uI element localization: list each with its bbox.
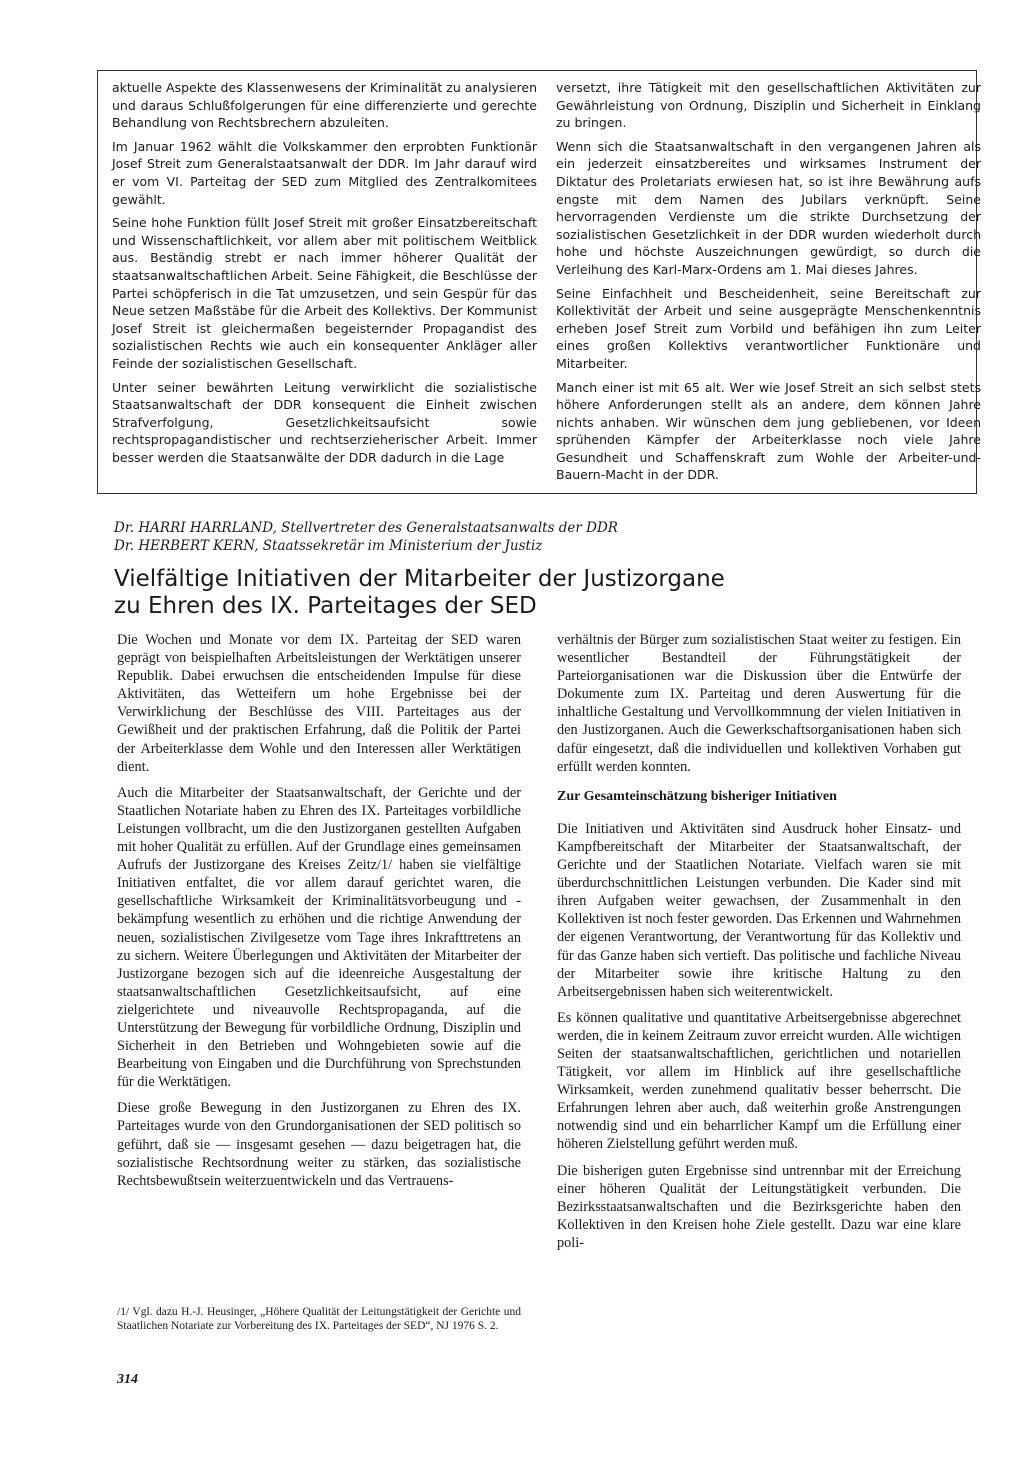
- paragraph: Die Wochen und Monate vor dem IX. Parteitag der SED waren geprägt von beispielhaften Arbeitsleistungen der Werktätigen unserer Republik. Dabei erwuchsen die entscheidenden Impulse für diese Aktivitäten, das Wetteifern um hohe Ergebnisse bei der Verwirklichung der Beschlüsse des VIII. Parteitages aus der Gewißheit und der praktischen Erfahrung, daß die Politik der Partei der Arbeiterklasse dem Wohle und den Interessen aller Werktätigen dient.: [117, 632, 521, 775]
- section-subheading: Zur Gesamteinschätzung bisheriger Initiativen: [557, 788, 837, 804]
- author-line: Dr. HERBERT KERN, Staatssekretär im Ministerium der Justiz: [114, 538, 543, 554]
- page-number: 314: [117, 1372, 138, 1387]
- box-column-right: [556, 79, 981, 490]
- paragraph: aktuelle Aspekte des Klassenwesens der Kriminalität zu analysieren und daraus Schlußfolgerungen für eine differenzierte und gerechte Behandlung von Rechtsbrechern abzuleiten.: [112, 80, 537, 131]
- paragraph: Seine hohe Funktion füllt Josef Streit mit großer Einsatzbereitschaft und Wissenschaftlichkeit, vor allem aber mit politischem Weitblick aus. Beständig strebt er nach immer höherer Qualität der staatsanwaltschaftlichen Arbeit. Seine Fähigkeit, die Beschlüsse der Partei schöpferisch in die Tat umzusetzen, und sein Gespür für das Neue setzen Maßstäbe für die Arbeit des Kollektivs. Der Kommunist Josef Streit ist gleichermaßen begeisternder Propagandist des sozialistischen Rechts wie auch ein konsequenter Ankläger aller Feinde der sozialistischen Gesellschaft.: [112, 215, 538, 371]
- paragraph: verhältnis der Bürger zum sozialistischen Staat weiter zu festigen. Ein wesentlicher Bestandteil der Führungstätigkeit der Parteiorganisationen war die Diskussion über die Entwürfe der Dokumente zum IX. Parteitag und deren Auswertung für die inhaltliche Gestaltung und Vervollkommnung der vielen Initiativen in den Justizorganen. Auch die Gewerkschaftsorganisationen haben sich dafür eingesetzt, daß die individuellen und kollektiven Vorhaben gut erfüllt werden konnten.: [557, 632, 961, 775]
- paragraph: Seine Einfachheit und Bescheidenheit, seine Bereitschaft zur Kollektivität der Arbeit und seine ausgeprägte Menschenkenntnis erheben Josef Streit zum Vorbild und befähigen ihn zum Leiter eines großen Kollektivs verantwortlicher Funktionäre und Mitarbeiter.: [556, 285, 981, 371]
- article-column-left: [117, 631, 521, 1198]
- boxed-article-continuation: [97, 70, 981, 494]
- title-line: zu Ehren des IX. Parteitages der SED: [114, 593, 537, 619]
- paragraph: Die Initiativen und Aktivitäten sind Ausdruck hoher Einsatz- und Kampfbereitschaft der Mitarbeiter der Staatsanwaltschaft, der Gerichte und der Staatlichen Notariate. Vielfach waren sie mit überdurchschnittlichen Leistungen verbunden. Die Kader sind mit ihren Aufgaben weiter gewachsen, der Zusammenhalt in den Kollektiven ist noch fester geworden. Das Erkennen und Wahrnehmen der eigenen Verantwortung, der Verantwortung für das Kollektiv und für das Ganze haben sich vertieft. Das politische und fachliche Niveau der Mitarbeiter sowie ihre kritische Haltung zu den Arbeitsergebnissen haben sich weiterentwickelt.: [557, 820, 961, 1000]
- paragraph: versetzt, ihre Tätigkeit mit den gesellschaftlichen Aktivitäten zur Gewährleistung von Ordnung, Disziplin und Sicherheit in Einklang zu bringen.: [556, 80, 981, 131]
- paragraph: Es können qualitative und quantitative Arbeitsergebnisse abgerechnet werden, die in keinem Zeitraum zuvor erreicht wurden. Alle wichtigen Seiten der staatsanwaltschaftlichen, gerichtlichen und notariellen Tätigkeit, vor allem im Hinblick auf ihre gesellschaftliche Wirksamkeit, werden zunehmend qualitativ besser beherrscht. Die Erfahrungen lehren aber auch, daß weiterhin große Anstrengungen notwendig sind und ein beharrlicher Kampf um die Erfüllung einer höheren Zielstellung geführt werden muß.: [557, 1009, 961, 1153]
- box-column-left: [112, 79, 537, 472]
- footnote: /1/ Vgl. dazu H.-J. Heusinger, „Höhere Qualität der Leitungstätigkeit der Gerichte und Staatlichen Notariate zur Vorbereitung des IX. Parteitages der SED“, NJ 1976 S. 2.: [117, 1306, 521, 1332]
- paragraph: Diese große Bewegung in den Justizorganen zu Ehren des IX. Parteitages wurde von den Grundorganisationen der SED politisch so geführt, daß sie — insgesamt gesehen — dazu beigetragen hat, die sozialistische Rechtsordnung weiter zu stärken, das sozialistische Rechtsbewußtsein weiterzuentwickeln und das Vertrauens-: [117, 1100, 521, 1189]
- paragraph: Die bisherigen guten Ergebnisse sind untrennbar mit der Erreichung einer höheren Qualität der Leitungstätigkeit verbunden. Die Bezirksstaatsanwaltschaften und die Bezirksgerichte haben den Kollektiven in den Kreisen hohe Ziele gestellt. Dazu war eine klare poli-: [557, 1162, 961, 1251]
- paragraph: Unter seiner bewährten Leitung verwirklicht die sozialistische Staatsanwaltschaft der DDR konsequent die Einheit zwischen Strafverfolgung, Gesetzlichkeitsaufsicht sowie rechtspropagandistischer und rechtserzieherischer Arbeit. Immer besser werden die Staatsanwälte der DDR dadurch in die Lage: [112, 379, 537, 465]
- paragraph: Auch die Mitarbeiter der Staatsanwaltschaft, der Gerichte und der Staatlichen Notariate haben zu Ehren des IX. Parteitages vorbildliche Leistungen vollbracht, um die den Justizorganen gestellten Aufgaben mit hoher Qualität zu erfüllen. Auf der Grundlage eines gemeinsamen Aufrufs der Justizorgane des Kreises Zeitz/1/ haben sie vielfältige Initiativen entfaltet, die vor allem darauf gerichtet waren, die gesellschaftliche Wirksamkeit der Kriminalitätsvorbeugung und -bekämpfung wesentlich zu erhöhen und die richtige Anwendung der neuen, sozialistischen Zivilgesetze vom Tage ihres Inkrafttretens an zu sichern. Weitere Überlegungen und Aktivitäten der Mitarbeiter der Justizorgane bezogen sich auf die ideenreiche Ausgestaltung der staatsanwaltschaftlichen Gesetzlichkeitsaufsicht, auf eine zielgerichtete und niveauvolle Rechtspropaganda, auf die Unterstützung der Bewegung für vorbildliche Ordnung, Disziplin und Sicherheit in den Betrieben und Wohngebieten sowie auf die Bearbeitung von Eingaben und die Durchführung von Sprechstunden für die Werktätigen.: [117, 784, 521, 1091]
- paragraph: Im Januar 1962 wählt die Volkskammer den erprobten Funktionär Josef Streit zum Generalstaatsanwalt der DDR. Im Jahr darauf wird er vom VI. Parteitag der SED zum Mitglied des Zentralkomitees gewählt.: [112, 138, 537, 207]
- title-line: Vielfältige Initiativen der Mitarbeiter der Justizorgane: [114, 566, 725, 592]
- article-title: [114, 566, 974, 620]
- author-line: Dr. HARRI HARRLAND, Stellvertreter des Generalstaatsanwalts der DDR: [114, 520, 618, 536]
- paragraph: Manch einer ist mit 65 alt. Wer wie Josef Streit an sich selbst stets höhere Anforderungen stellt als an andere, dem können Jahre nichts anhaben. Wir wünschen dem jung gebliebenen, vor Ideen sprühenden Kämpfer der Arbeiterklasse noch viele Jahre Gesundheit und Schaffenskraft zum Wohle der Arbeiter-und-Bauern-Macht in der DDR.: [556, 379, 981, 483]
- article-column-right: [557, 631, 961, 1260]
- article-authors: [114, 519, 974, 555]
- paragraph: Wenn sich die Staatsanwaltschaft in den vergangenen Jahren als ein jederzeit einsatzbereites und wirksames Instrument der Diktatur des Proletariats erwiesen hat, so ist ihre Bewährung aufs engste mit dem Namen des Jubilars verknüpft. Seine hervorragenden Verdienste um die strikte Durchsetzung der sozialistischen Gesetzlichkeit in der DDR wurden wiederholt durch hohe und höchste Auszeichnungen gewürdigt, so durch die Verleihung des Karl-Marx-Ordens am 1. Mai dieses Jahres.: [556, 138, 981, 277]
